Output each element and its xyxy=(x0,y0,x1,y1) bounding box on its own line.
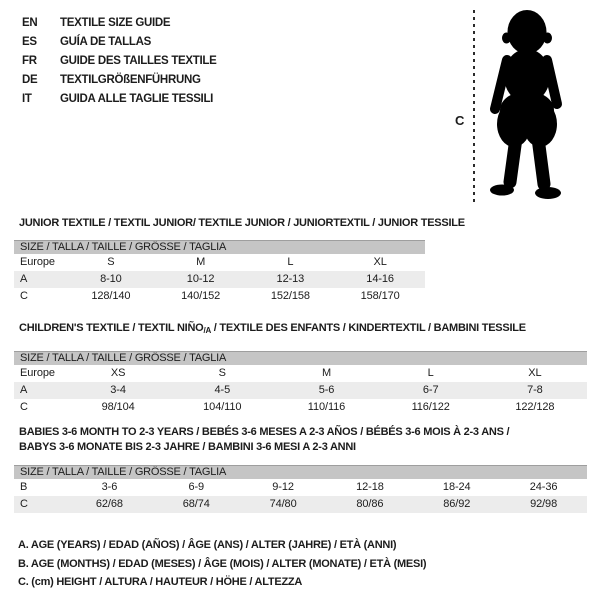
children-table xyxy=(14,351,587,416)
height-label: C xyxy=(455,113,465,128)
table-cell: C xyxy=(20,401,28,413)
table-row xyxy=(14,288,425,305)
language-code: IT xyxy=(22,93,32,105)
table-cell: 6-7 xyxy=(422,384,439,396)
table-cell: 3-6 xyxy=(101,481,118,493)
language-row-it xyxy=(22,90,217,109)
table-cell: 122/128 xyxy=(515,401,555,413)
children-section xyxy=(14,322,587,416)
note-age-months: B. AGE (MONTHS) / EDAD (MESES) / ÂGE (MOIS) / ALTER (MONATE) / ETÀ (MESI) xyxy=(18,557,427,570)
language-code: ES xyxy=(22,36,37,48)
junior-table xyxy=(14,240,425,305)
table-row xyxy=(14,479,587,496)
table-cell: 104/110 xyxy=(203,401,242,413)
note-height-cm: C. (cm) HEIGHT / ALTURA / HAUTEUR / HÖHE / ALTEZZA xyxy=(18,576,303,588)
babies-section xyxy=(14,425,587,513)
table-cell: 86/92 xyxy=(443,498,471,510)
language-code: FR xyxy=(22,55,37,67)
language-row-fr xyxy=(22,52,217,71)
size-header-bar: SIZE / TALLA / TAILLE / GRÖSSE / TAGLIA xyxy=(14,351,587,365)
table-cell: C xyxy=(20,498,28,510)
table-cell: L xyxy=(287,256,294,268)
language-title: GUIDE DES TAILLES TEXTILE xyxy=(60,55,217,67)
table-row xyxy=(14,496,587,513)
table-cell: B xyxy=(20,481,28,493)
babies-heading xyxy=(14,425,587,455)
table-cell: 98/104 xyxy=(101,401,135,413)
table-cell: 5-6 xyxy=(318,384,335,396)
table-cell: S xyxy=(218,367,226,379)
table-row xyxy=(14,365,587,382)
table-cell: 24-36 xyxy=(529,481,558,493)
table-cell: 8-10 xyxy=(100,273,122,285)
language-title-block xyxy=(22,14,217,109)
table-cell: M xyxy=(196,256,206,268)
language-row-en xyxy=(22,14,217,33)
table-row xyxy=(14,254,425,271)
babies-heading-line2: BABYS 3-6 MONATE BIS 2-3 JAHRE / BAMBINI 3-6 MESI A 2-3 ANNI xyxy=(19,441,356,453)
table-cell: A xyxy=(20,273,28,285)
table-cell: XL xyxy=(373,256,387,268)
table-cell: Europe xyxy=(20,367,55,379)
table-cell: S xyxy=(107,256,115,268)
babies-table xyxy=(14,465,587,513)
table-cell: M xyxy=(321,367,332,379)
height-figure xyxy=(444,6,592,211)
table-cell: 10-12 xyxy=(186,273,215,285)
table-cell: 140/152 xyxy=(181,290,221,302)
language-title: GUIDA ALLE TAGLIE TESSILI xyxy=(60,93,214,105)
table-cell: 128/140 xyxy=(91,290,131,302)
table-row xyxy=(14,382,587,399)
table-cell: C xyxy=(20,290,28,302)
table-cell: 6-9 xyxy=(188,481,205,493)
table-cell: 4-5 xyxy=(214,384,231,396)
language-title: TEXTILE SIZE GUIDE xyxy=(60,17,171,29)
table-cell: 18-24 xyxy=(442,481,471,493)
table-cell: 80/86 xyxy=(356,498,384,510)
children-heading-subscript: /A xyxy=(203,326,211,335)
table-cell: 110/116 xyxy=(307,401,346,413)
language-row-de xyxy=(22,71,217,90)
legend-notes xyxy=(18,536,426,592)
table-cell: 68/74 xyxy=(182,498,210,510)
baby-silhouette-icon xyxy=(490,10,561,199)
table-cell: 158/170 xyxy=(360,290,400,302)
junior-heading: JUNIOR TEXTILE / TEXTIL JUNIOR/ TEXTILE JUNIOR / JUNIORTEXTIL / JUNIOR TESSILE xyxy=(19,217,465,229)
junior-section xyxy=(14,217,465,305)
table-cell: A xyxy=(20,384,28,396)
table-cell: 7-8 xyxy=(527,384,543,396)
table-cell: L xyxy=(427,367,434,379)
table-cell: XS xyxy=(110,367,126,379)
language-title: GUÍA DE TALLAS xyxy=(60,36,151,48)
table-cell: 12-18 xyxy=(356,481,384,493)
table-cell: Europe xyxy=(20,256,55,268)
children-heading-prefix: CHILDREN'S TEXTILE / TEXTIL NIÑO xyxy=(19,322,204,334)
babies-heading-line1: BABIES 3-6 MONTH TO 2-3 YEARS / BEBÉS 3-6 MESES A 2-3 AÑOS / BÉBÉS 3-6 MOIS À 2-3 ANS / xyxy=(19,426,510,438)
size-header-bar: SIZE / TALLA / TAILLE / GRÖSSE / TAGLIA xyxy=(14,465,587,479)
size-header-bar: SIZE / TALLA / TAILLE / GRÖSSE / TAGLIA xyxy=(14,240,425,254)
table-cell: 152/158 xyxy=(270,290,310,302)
table-row xyxy=(14,271,425,288)
table-row xyxy=(14,399,587,416)
note-age-years: A. AGE (YEARS) / EDAD (AÑOS) / ÂGE (ANS) / ALTER (JAHRE) / ETÀ (ANNI) xyxy=(18,539,397,551)
table-cell: 92/98 xyxy=(530,498,558,510)
table-cell: 62/68 xyxy=(95,498,123,510)
children-heading xyxy=(14,322,587,337)
language-title: TEXTILGRÖßENFÜHRUNG xyxy=(60,74,201,86)
language-row-es xyxy=(22,33,217,52)
table-cell: 74/80 xyxy=(269,498,297,510)
language-code: DE xyxy=(22,74,38,86)
table-cell: 116/122 xyxy=(411,401,450,413)
table-cell: 12-13 xyxy=(276,273,305,285)
table-cell: XL xyxy=(528,367,542,379)
table-cell: 3-4 xyxy=(110,384,126,396)
children-heading-suffix: / TEXTILE DES ENFANTS / KINDERTEXTIL / BAMBINI TESSILE xyxy=(210,322,526,334)
table-cell: 9-12 xyxy=(272,481,294,493)
table-cell: 14-16 xyxy=(366,273,394,285)
language-code: EN xyxy=(22,17,38,29)
